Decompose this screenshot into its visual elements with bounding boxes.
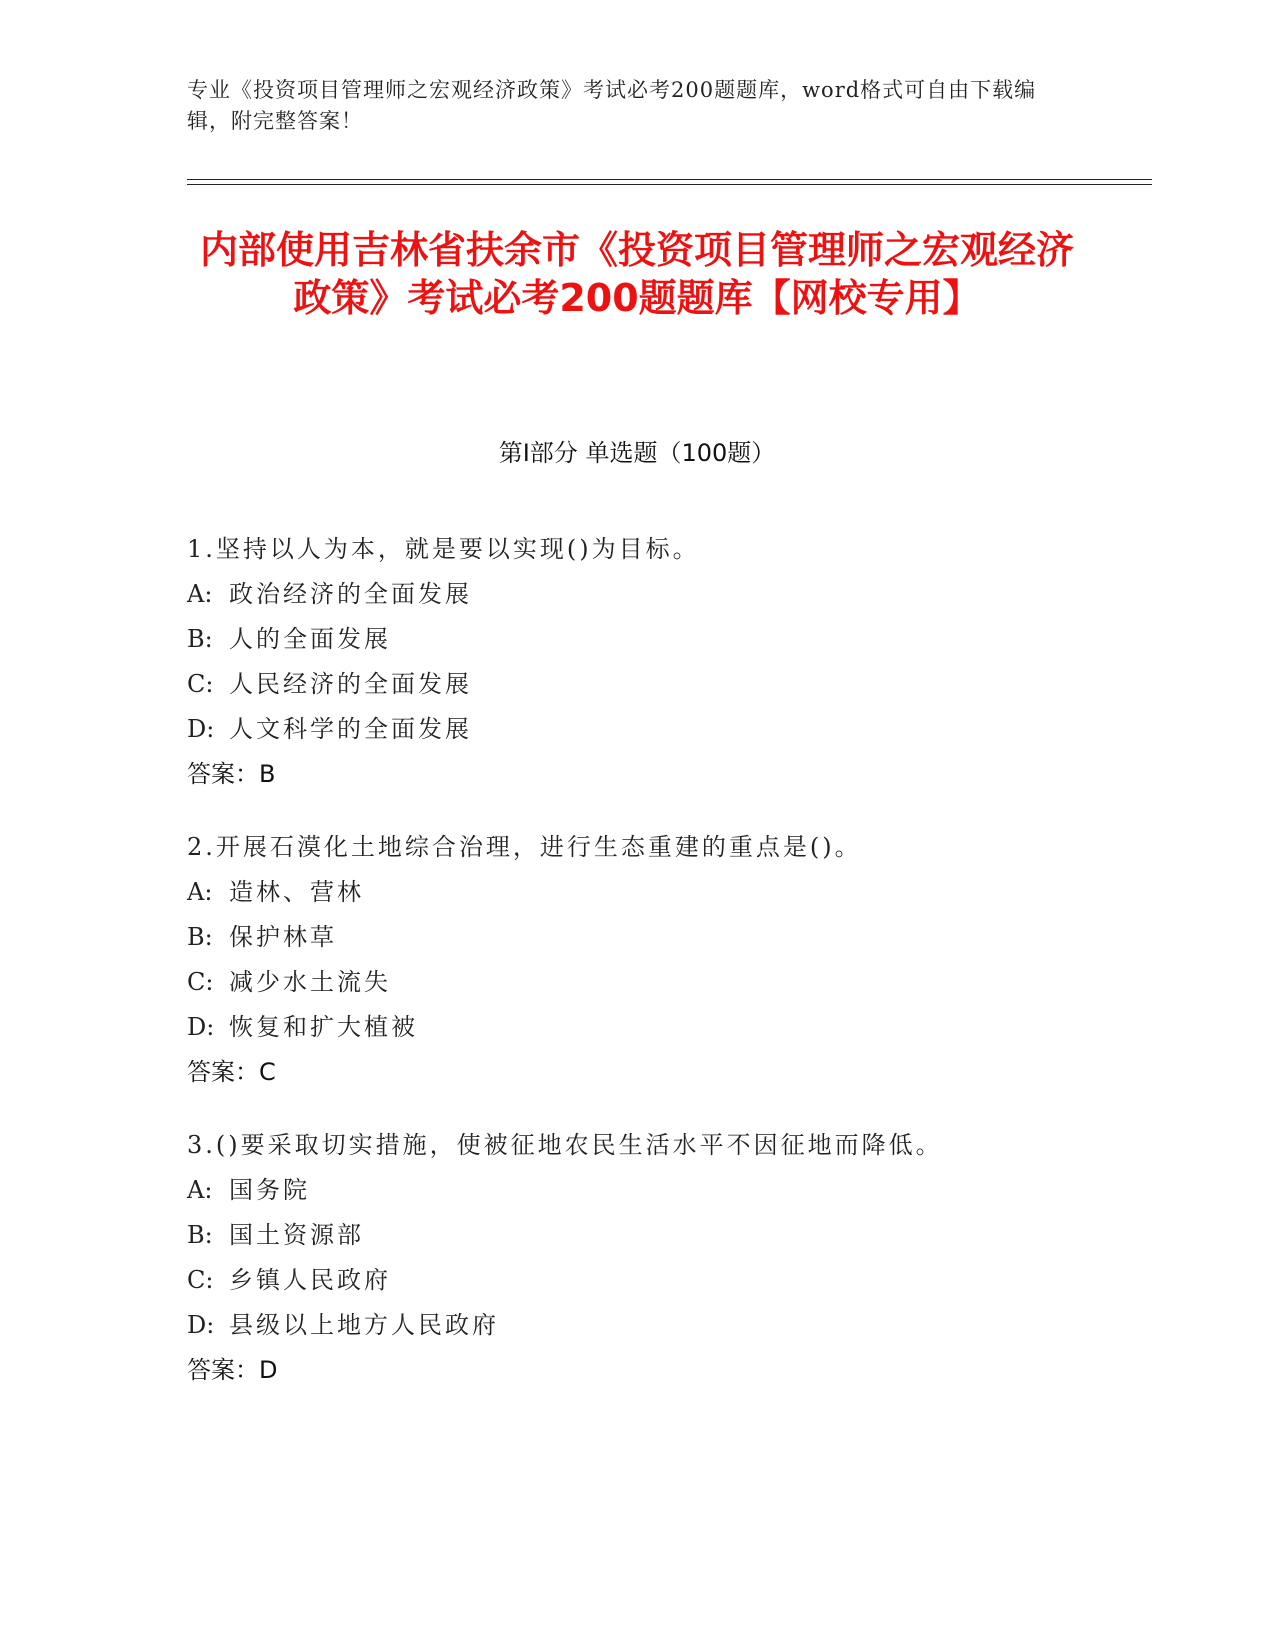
question-item: [187, 1123, 1147, 1393]
option-text: 人民经济的全面发展: [229, 670, 472, 698]
option-text: 造林、营林: [229, 878, 364, 906]
option-b: [187, 617, 1147, 662]
question-list: [187, 527, 1147, 1421]
section-title: 第Ⅰ部分 单选题（100题）: [498, 439, 776, 467]
option-c: [187, 960, 1147, 1005]
option-key: A:: [187, 878, 213, 906]
option-text: 保护林草: [229, 923, 337, 951]
option-d: [187, 707, 1147, 752]
answer: 答案：B: [187, 760, 276, 788]
option-b: [187, 1213, 1147, 1258]
option-text: 恢复和扩大植被: [229, 1013, 418, 1041]
header-rule-thin: [187, 184, 1152, 185]
option-text: 乡镇人民政府: [229, 1266, 391, 1294]
question-stem: 2.开展石漠化土地综合治理，进行生态重建的重点是()。: [187, 833, 862, 861]
option-key: A:: [187, 1176, 213, 1204]
document-title: 内部使用吉林省扶余市《投资项目管理师之宏观经济政策》考试必考200题题库【网校专用】: [199, 228, 1074, 320]
option-c: [187, 1258, 1147, 1303]
option-key: B:: [187, 1221, 213, 1249]
option-key: B:: [187, 625, 213, 653]
option-d: [187, 1303, 1147, 1348]
header-rule-thick: [187, 179, 1152, 180]
option-a: [187, 870, 1147, 915]
option-text: 政治经济的全面发展: [229, 580, 472, 608]
option-text: 人文科学的全面发展: [229, 715, 472, 743]
option-a: [187, 572, 1147, 617]
answer: 答案：C: [187, 1058, 276, 1086]
option-key: C:: [187, 968, 214, 996]
option-a: [187, 1168, 1147, 1213]
option-text: 人的全面发展: [229, 625, 391, 653]
option-key: B:: [187, 923, 213, 951]
question-stem: 3.()要采取切实措施，使被征地农民生活水平不因征地而降低。: [187, 1131, 943, 1159]
option-text: 县级以上地方人民政府: [229, 1311, 499, 1339]
option-text: 国土资源部: [229, 1221, 364, 1249]
option-text: 国务院: [229, 1176, 310, 1204]
question-item: [187, 825, 1147, 1095]
option-key: A:: [187, 580, 213, 608]
option-key: D:: [187, 1311, 215, 1339]
option-b: [187, 915, 1147, 960]
question-item: [187, 527, 1147, 797]
option-text: 减少水土流失: [229, 968, 391, 996]
answer: 答案：D: [187, 1356, 278, 1384]
option-c: [187, 662, 1147, 707]
header-note: 专业《投资项目管理师之宏观经济政策》考试必考200题题库，word格式可自由下载编辑，附完整答案！: [187, 78, 1037, 133]
option-d: [187, 1005, 1147, 1050]
option-key: C:: [187, 670, 214, 698]
option-key: D:: [187, 1013, 215, 1041]
question-stem: 1.坚持以人为本，就是要以实现()为目标。: [187, 535, 700, 563]
option-key: C:: [187, 1266, 214, 1294]
option-key: D:: [187, 715, 215, 743]
